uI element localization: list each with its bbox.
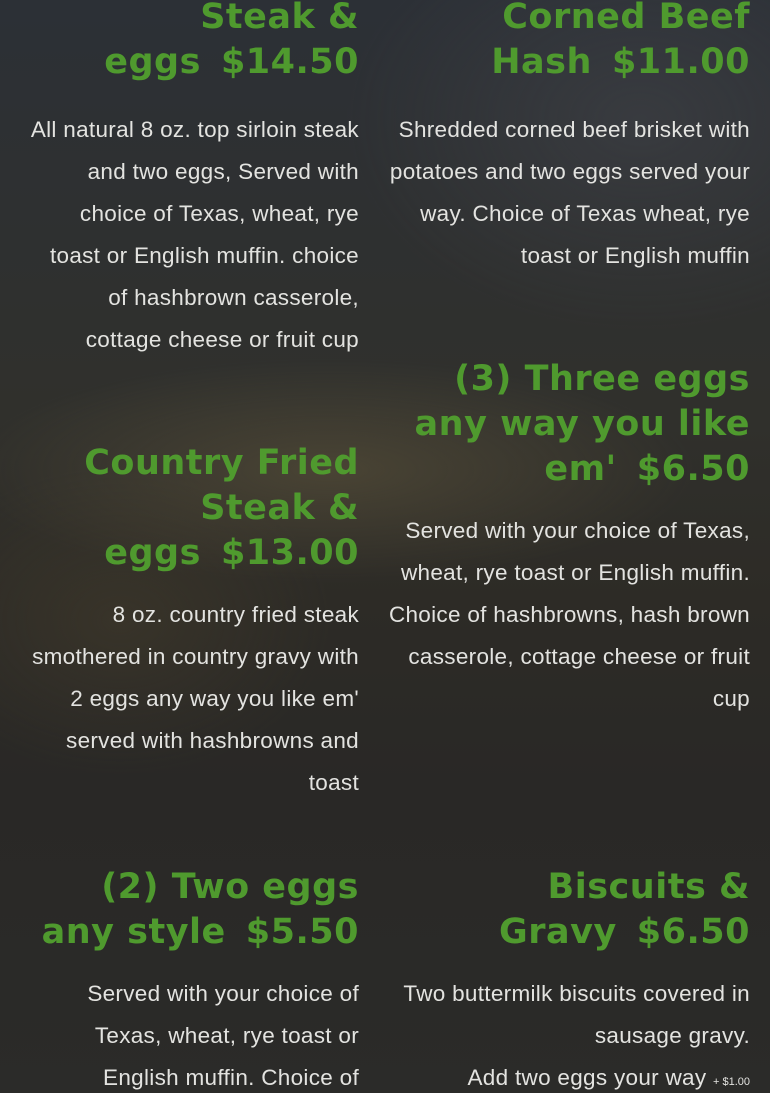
item-name: Country Fried Steak & eggs: [84, 443, 359, 573]
item-description: All natural 8 oz. top sirloin steak and two eggs, Served with choice of Texas, wheat, rye toast or English muffin. choice of hashbrown casserole, cottage cheese or fruit cup: [30, 117, 359, 352]
item-price: $5.50: [245, 912, 359, 952]
menu-item-biscuits-and-gravy: [388, 865, 750, 1093]
item-price: $6.50: [636, 449, 750, 489]
item-price: $14.50: [220, 42, 359, 82]
item-name: Biscuits & Gravy: [499, 867, 750, 952]
addon-text: Add two eggs your way: [467, 1065, 707, 1090]
item-description: Shredded corned beef brisket with potatoes and two eggs served your way. Choice of Texas wheat, rye toast or English muffin: [389, 117, 750, 268]
item-description: Served with your choice of Texas, wheat, rye toast or English muffin. Choice of hashbrowns, hash brown casserole, cottage cheese or fruit cup: [388, 518, 750, 711]
item-description: 8 oz. country fried steak smothered in country gravy with 2 eggs any way you like em' served with hashbrowns and toast: [32, 602, 359, 795]
item-title: [30, 441, 359, 576]
item-price: $6.50: [636, 912, 750, 952]
item-title: [388, 865, 750, 955]
item-name: Corned Beef Hash: [491, 0, 750, 82]
item-title: [30, 865, 359, 955]
item-description-text: Two buttermilk biscuits covered in sausage gravy.: [403, 981, 750, 1048]
item-title: [388, 0, 750, 85]
item-description: Served with your choice of Texas, wheat, rye toast or English muffin. Choice of: [87, 981, 359, 1090]
item-title: [30, 0, 359, 85]
item-title: [388, 357, 750, 492]
item-name: (3) Three eggs any way you like em': [414, 359, 750, 489]
menu-item-country-fried-steak: [30, 441, 359, 804]
menu-item-three-eggs: [388, 357, 750, 720]
item-name: (2) Two eggs any style: [41, 867, 359, 952]
menu-item-two-eggs: [30, 865, 359, 1093]
item-name: Steak & eggs: [104, 0, 359, 82]
menu-item-steak-and-eggs: [30, 0, 359, 361]
menu-item-corned-beef-hash: [388, 0, 750, 277]
addon-price: + $1.00: [712, 1076, 750, 1088]
item-price: $13.00: [220, 533, 359, 573]
item-price: $11.00: [611, 42, 750, 82]
item-description: [388, 973, 750, 1093]
